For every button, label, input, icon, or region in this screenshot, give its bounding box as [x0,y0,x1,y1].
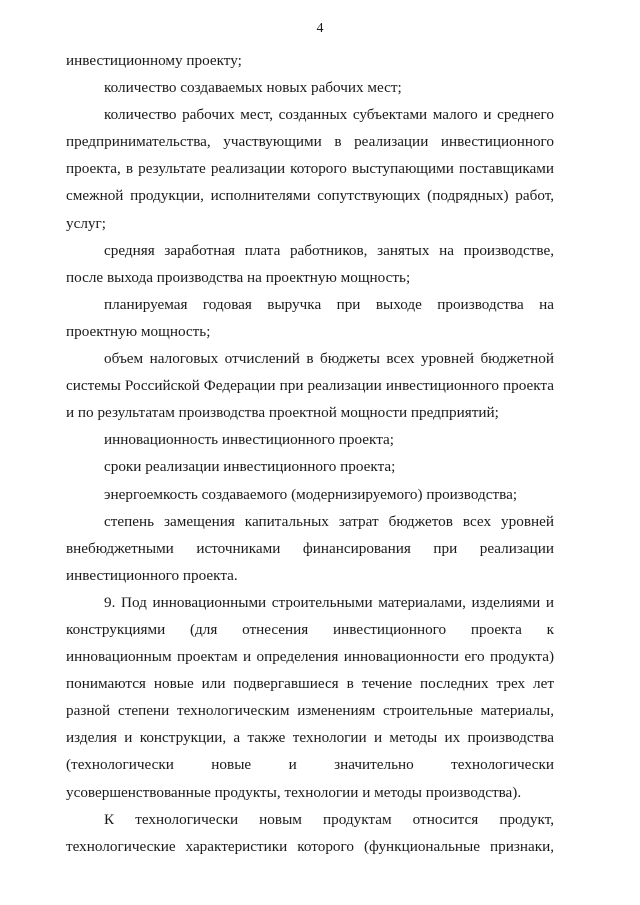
paragraph-continuation: инвестиционному проекту; [66,52,242,69]
paragraph-energy-intensity: энергоемкость создаваемого (модернизируемого) производства; [104,485,518,503]
document-body [66,47,554,860]
paragraph-timeline: сроки реализации инвестиционного проекта; [104,458,396,476]
paragraph-new-products: К технологически новым продуктам относится продукт, технологические характеристики которого (функциональные признаки, [66,810,554,855]
paragraph-innovativeness: инновационность инвестиционного проекта; [104,431,394,449]
paragraph-sme-jobs: количество рабочих мест, созданных субъектами малого и среднего предпринимательства, участвующими в реализации инвестиционного проекта, в результате реализации которого выступающими поставщиками смежной продукции, исполнителями сопутствующих (подрядных) работ, услуг; [66,106,554,232]
paragraph-annual-revenue: планируемая годовая выручка при выходе производства на проектную мощность; [66,295,554,340]
paragraph-tax-deductions: объем налоговых отчислений в бюджеты всех уровней бюджетной системы Российской Федерации при реализации инвестиционного проекта и по результатам производства проектной мощности предприятий; [66,350,554,422]
page-number: 4 [316,21,324,36]
paragraph-new-jobs: количество создаваемых новых рабочих мест; [104,79,402,97]
paragraph-section-9: 9. Под инновационными строительными материалами, изделиями и конструкциями (для отнесения инвестиционного проекта к инновационным проектам и определения инновационности его продукта) понимаются новые или подвергавшиеся в течение последних трех лет разной степени технологическим изменениям строительные материалы, изделия и конструкции, а также технологии и методы их производства (технологически новые и значительно технологически усовершенствованные продукты, технологии и методы производства). [66,593,554,801]
paragraph-capital-replacement: степень замещения капитальных затрат бюджетов всех уровней внебюджетными источниками финансирования при реализации инвестиционного проекта. [66,512,554,584]
paragraph-average-salary: средняя заработная плата работников, занятых на производстве, после выхода производства на проектную мощность; [66,241,554,286]
